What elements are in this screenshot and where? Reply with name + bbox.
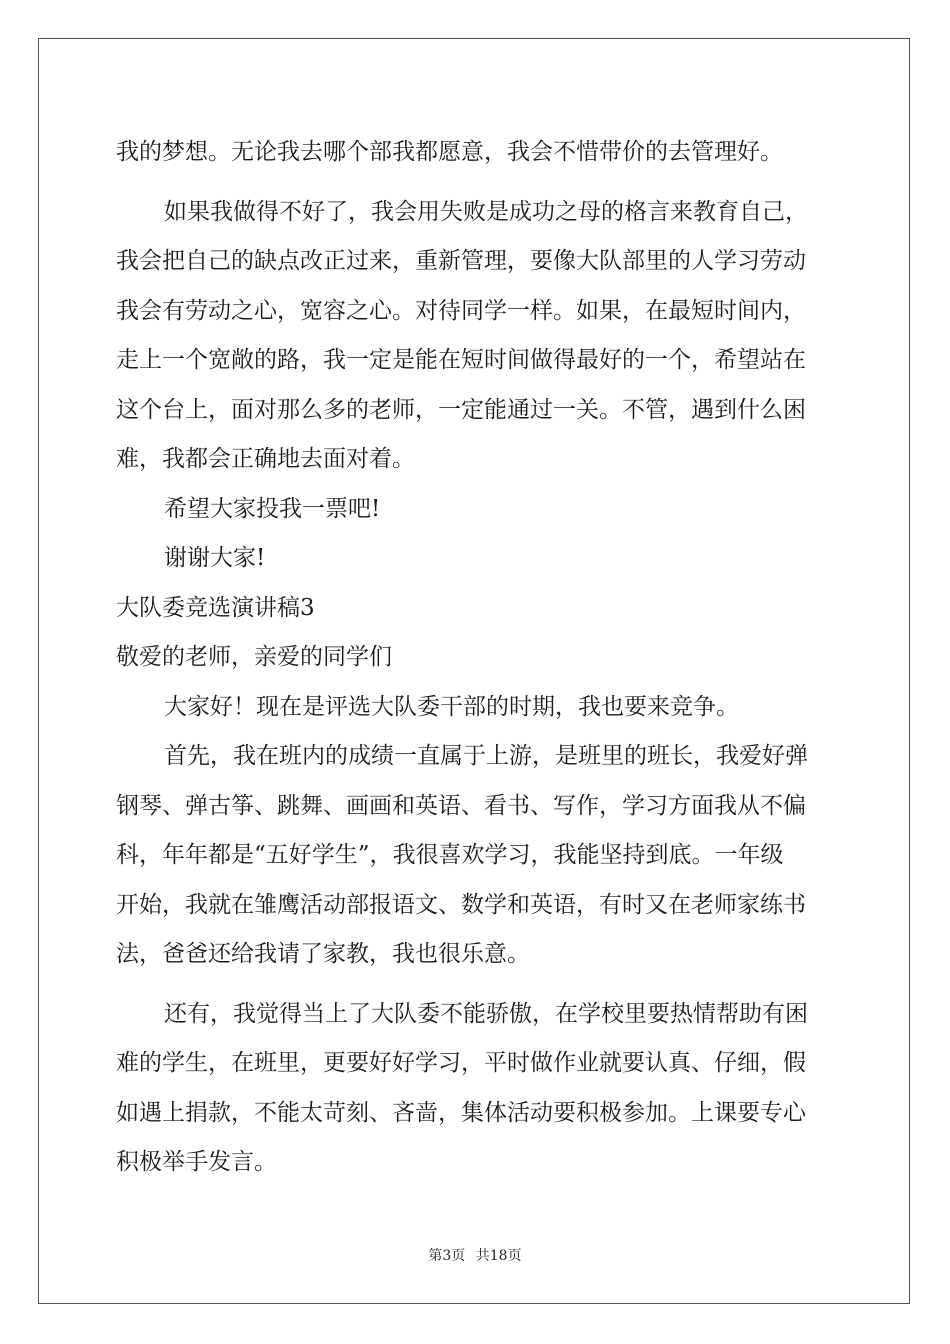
text-line: 我会把自己的缺点改正过来，重新管理，要像大队部里的人学习劳动	[116, 248, 806, 274]
text-line: 走上一个宽敞的路，我一定是能在短时间做得最好的一个，希望站在	[116, 347, 806, 373]
paragraph-line: 还有，我觉得当上了大队委不能骄傲，在学校里要热情帮助有困	[164, 1000, 808, 1027]
paragraph-line: 希望大家投我一票吧!	[164, 495, 381, 522]
text-line: 如遇上捐款，不能太苛刻、吝啬，集体活动要积极参加。上课要专心	[116, 1099, 806, 1126]
text-line: 我会有劳动之心，宽容之心。对待同学一样。如果，在最短时间内，	[116, 297, 806, 324]
paragraph-line: 大家好！现在是评选大队委干部的时期，我也要来竞争。	[164, 693, 739, 720]
paragraph-line: 谢谢大家!	[164, 545, 266, 571]
text-line: 我的梦想。无论我去哪个部我都愿意，我会不惜带价的去管理好。	[116, 139, 783, 165]
salutation: 敬爱的老师，亲爱的同学们	[116, 644, 392, 670]
text-line: 开始，我就在雏鹰活动部报语文、数学和英语，有时又在老师家练书	[116, 891, 806, 918]
text-line: 这个台上，面对那么多的老师，一定能通过一关。不管，遇到什么困	[116, 396, 806, 423]
page-number: 第3页	[428, 1248, 466, 1264]
section-title: 大队委竞选演讲稿3	[116, 594, 315, 621]
text-line: 积极举手发言。	[116, 1149, 277, 1175]
text-line: 难，我都会正确地去面对着。	[116, 446, 415, 472]
paragraph-line: 首先，我在班内的成绩一直属于上游，是班里的班长，我爱好弹	[164, 743, 808, 769]
text-line: 难的学生，在班里，更要好好学习，平时做作业就要认真、仔细，假	[116, 1050, 806, 1076]
document-body	[116, 128, 834, 1188]
paragraph-line: 如果我做得不好了，我会用失败是成功之母的格言来教育自己，	[164, 198, 808, 225]
text-line: 科，年年都是“五好学生”，我很喜欢学习，我能坚持到底。一年级	[116, 842, 784, 868]
page-footer	[0, 1245, 950, 1265]
text-line: 钢琴、弹古筝、跳舞、画画和英语、看书、写作，学习方面我从不偏	[116, 792, 806, 819]
text-line: 法，爸爸还给我请了家教，我也很乐意。	[116, 941, 530, 967]
total-pages: 共18页	[475, 1248, 522, 1264]
